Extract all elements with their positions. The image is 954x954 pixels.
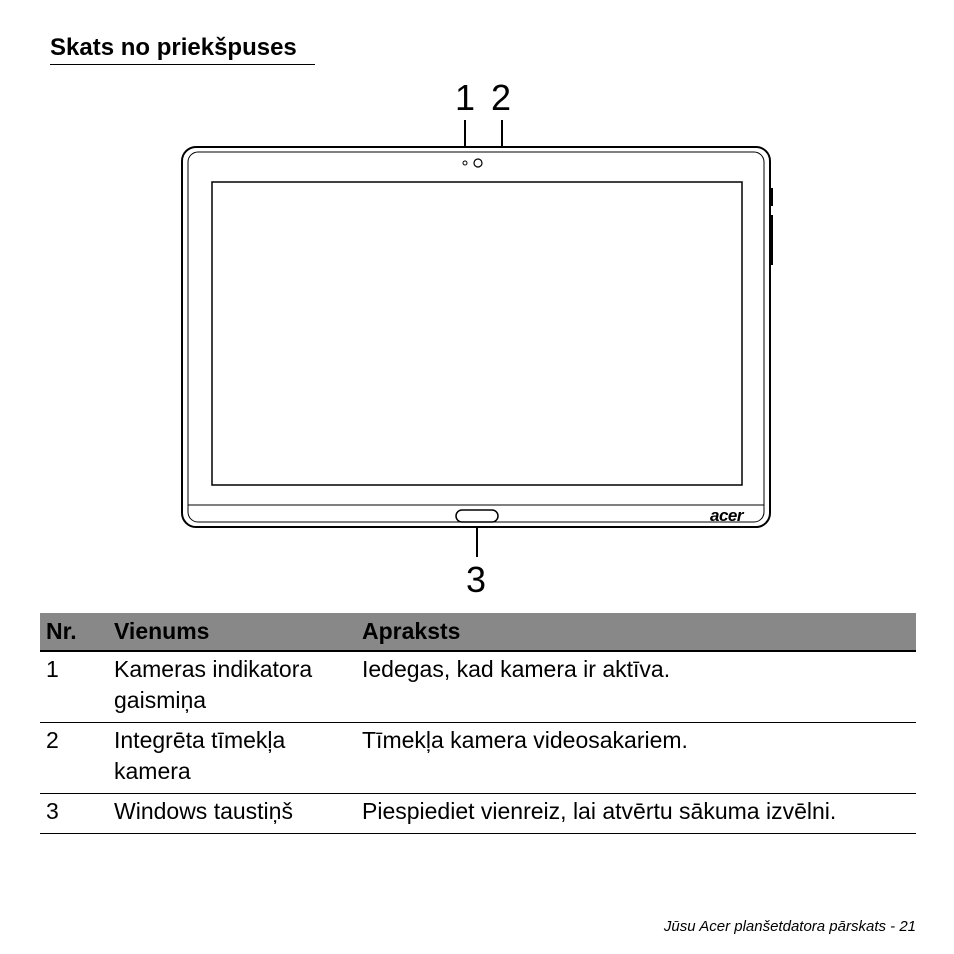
camera-indicator-light xyxy=(463,161,467,165)
page-footer: Jūsu Acer planšetdatora pārskats - 21 xyxy=(663,918,916,935)
header-item: Vienums xyxy=(108,613,356,651)
table-header-row xyxy=(40,613,916,651)
table-row xyxy=(40,794,916,834)
row-nr: 2 xyxy=(40,723,108,794)
row-item: Windows taustiņš xyxy=(108,794,356,834)
webcam-lens xyxy=(474,159,482,167)
components-table xyxy=(40,613,916,834)
callout-2: 2 xyxy=(491,77,512,118)
windows-button xyxy=(456,510,498,522)
header-nr: Nr. xyxy=(40,613,108,651)
row-item: Kameras indikatora gaismiņa xyxy=(108,651,356,723)
table-row xyxy=(40,723,916,794)
callout-1: 1 xyxy=(455,77,476,118)
table-row xyxy=(40,651,916,723)
screen xyxy=(212,182,742,485)
acer-logo: acer xyxy=(710,506,743,525)
section-heading: Skats no priekšpuses xyxy=(50,34,315,65)
row-description: Tīmekļa kamera videosakariem. xyxy=(356,723,916,794)
row-description: Piespiediet vienreiz, lai atvērtu sākuma izvēlni. xyxy=(356,794,916,834)
callout-3: 3 xyxy=(466,559,487,600)
row-nr: 1 xyxy=(40,651,108,723)
header-description: Apraksts xyxy=(356,613,916,651)
row-item: Integrēta tīmekļa kamera xyxy=(108,723,356,794)
row-description: Iedegas, kad kamera ir aktīva. xyxy=(356,651,916,723)
row-nr: 3 xyxy=(40,794,108,834)
